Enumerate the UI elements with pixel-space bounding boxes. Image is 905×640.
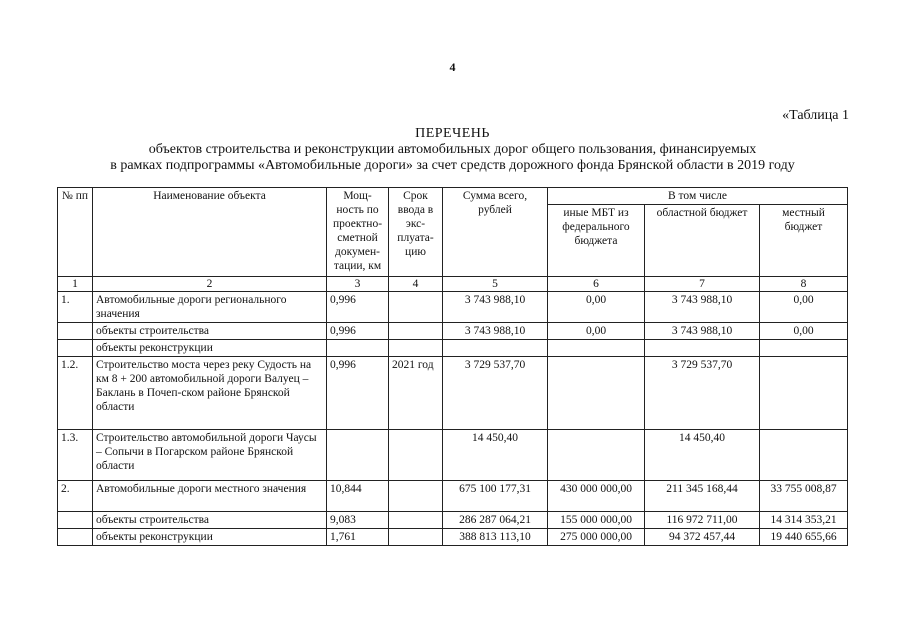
row-no: 1.3. [58, 430, 93, 481]
row-regional: 116 972 711,00 [645, 512, 760, 529]
document-subtitle-line-1: объектов строительства и реконструкции автомобильных дорог общего пользования, финансируемых [148, 142, 757, 157]
table-row [58, 529, 848, 546]
header-term: Срок ввода в экс-плуата-цию [389, 188, 443, 277]
col-number: 8 [760, 277, 848, 292]
row-total [443, 340, 548, 357]
row-term: 2021 год [389, 357, 443, 430]
row-total: 14 450,40 [443, 430, 548, 481]
row-total: 3 743 988,10 [443, 292, 548, 323]
row-term [389, 512, 443, 529]
table-row [58, 340, 848, 357]
row-total: 3 729 537,70 [443, 357, 548, 430]
row-local: 14 314 353,21 [760, 512, 848, 529]
row-term [389, 529, 443, 546]
row-no: 1. [58, 292, 93, 323]
row-local [760, 340, 848, 357]
row-total: 388 813 113,10 [443, 529, 548, 546]
row-term [389, 430, 443, 481]
row-name: Автомобильные дороги регионального значения [93, 292, 327, 323]
table-row [58, 323, 848, 340]
row-power: 9,083 [327, 512, 389, 529]
row-regional: 211 345 168,44 [645, 481, 760, 512]
document-title: ПЕРЕЧЕНЬ [415, 126, 490, 141]
header-total: Сумма всего, рублей [443, 188, 548, 277]
col-number: 2 [93, 277, 327, 292]
table-row [58, 430, 848, 481]
row-total: 286 287 064,21 [443, 512, 548, 529]
row-name: Строительство моста через реку Судость на км 8 + 200 автомобильной дороги Валуец – Баклань в Почеп-ском районе Брянской области [93, 357, 327, 430]
row-power: 10,844 [327, 481, 389, 512]
row-name: объекты строительства [93, 512, 327, 529]
page-number: 4 [449, 60, 456, 74]
row-total: 3 743 988,10 [443, 323, 548, 340]
row-term [389, 481, 443, 512]
header-name: Наименование объекта [93, 188, 327, 277]
row-regional [645, 340, 760, 357]
row-no [58, 529, 93, 546]
col-number: 7 [645, 277, 760, 292]
row-no [58, 340, 93, 357]
row-no: 1.2. [58, 357, 93, 430]
header-including: В том числе [548, 188, 848, 205]
row-power [327, 430, 389, 481]
table-row [58, 512, 848, 529]
row-mbt: 155 000 000,00 [548, 512, 645, 529]
row-term [389, 323, 443, 340]
row-local: 0,00 [760, 292, 848, 323]
row-regional: 14 450,40 [645, 430, 760, 481]
row-name: Строительство автомобильной дороги Чаусы – Сопычи в Погарском районе Брянской области [93, 430, 327, 481]
col-number: 5 [443, 277, 548, 292]
row-term [389, 340, 443, 357]
row-mbt: 275 000 000,00 [548, 529, 645, 546]
header-regional: областной бюджет [645, 205, 760, 277]
row-no: 2. [58, 481, 93, 512]
objects-table [57, 187, 848, 546]
table-row [58, 481, 848, 512]
header-no: № пп [58, 188, 93, 277]
row-power: 1,761 [327, 529, 389, 546]
table-row [58, 292, 848, 323]
row-regional: 3 729 537,70 [645, 357, 760, 430]
col-number: 3 [327, 277, 389, 292]
row-name: Автомобильные дороги местного значения [93, 481, 327, 512]
col-number: 1 [58, 277, 93, 292]
row-local: 0,00 [760, 323, 848, 340]
row-local [760, 430, 848, 481]
row-local [760, 357, 848, 430]
row-mbt [548, 430, 645, 481]
row-power [327, 340, 389, 357]
header-mbt: иные МБТ из федерального бюджета [548, 205, 645, 277]
header-local: местный бюджет [760, 205, 848, 277]
row-mbt: 430 000 000,00 [548, 481, 645, 512]
row-mbt [548, 357, 645, 430]
header-power: Мощ-ность по проектно-сметной докумен-тации, км [327, 188, 389, 277]
row-power: 0,996 [327, 323, 389, 340]
row-term [389, 292, 443, 323]
row-no [58, 512, 93, 529]
row-name: объекты реконструкции [93, 340, 327, 357]
row-mbt: 0,00 [548, 323, 645, 340]
row-regional: 3 743 988,10 [645, 292, 760, 323]
row-mbt [548, 340, 645, 357]
col-number: 6 [548, 277, 645, 292]
row-power: 0,996 [327, 292, 389, 323]
table-reference: «Таблица 1 [782, 108, 849, 123]
col-number: 4 [389, 277, 443, 292]
row-local: 33 755 008,87 [760, 481, 848, 512]
table-row [58, 357, 848, 430]
row-regional: 3 743 988,10 [645, 323, 760, 340]
row-local: 19 440 655,66 [760, 529, 848, 546]
row-name: объекты строительства [93, 323, 327, 340]
row-no [58, 323, 93, 340]
column-number-row [58, 277, 848, 292]
document-subtitle-line-2: в рамках подпрограммы «Автомобильные дороги» за счет средств дорожного фонда Брянской области в 2019 году [110, 158, 795, 173]
row-total: 675 100 177,31 [443, 481, 548, 512]
row-regional: 94 372 457,44 [645, 529, 760, 546]
row-mbt: 0,00 [548, 292, 645, 323]
row-name: объекты реконструкции [93, 529, 327, 546]
row-power: 0,996 [327, 357, 389, 430]
